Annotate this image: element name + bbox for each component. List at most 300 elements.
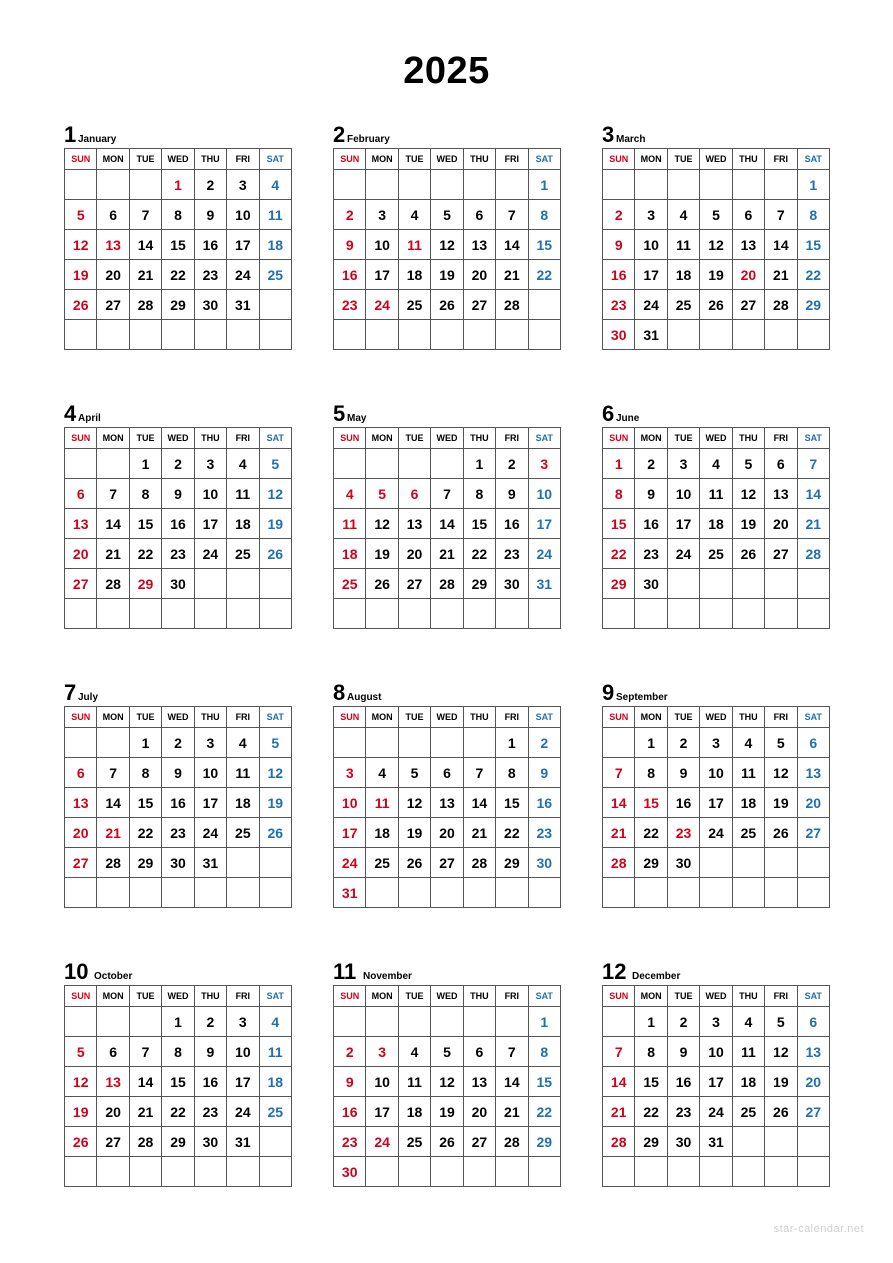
- day-cell: 18: [732, 1067, 764, 1097]
- week-row: [603, 200, 830, 230]
- day-cell: 11: [700, 479, 732, 509]
- empty-cell: [797, 1127, 829, 1157]
- day-cell: 4: [732, 1007, 764, 1037]
- day-cell: 3: [194, 728, 226, 758]
- empty-cell: [765, 599, 797, 629]
- day-cell: 18: [398, 1097, 430, 1127]
- empty-cell: [398, 599, 430, 629]
- site-credit: star-calendar.net: [773, 1223, 864, 1235]
- day-cell: 30: [162, 848, 194, 878]
- day-cell: 27: [765, 539, 797, 569]
- empty-cell: [431, 449, 463, 479]
- month-number: 12: [602, 959, 627, 984]
- day-cell: 16: [194, 230, 226, 260]
- day-cell: 27: [797, 818, 829, 848]
- weekday-tue: TUE: [667, 149, 699, 170]
- day-cell: 17: [635, 260, 667, 290]
- day-cell: 16: [162, 788, 194, 818]
- day-cell: 24: [635, 290, 667, 320]
- weekday-mon: MON: [97, 149, 129, 170]
- day-cell: 5: [765, 728, 797, 758]
- day-cell: 22: [528, 1097, 560, 1127]
- day-cell: 20: [463, 1097, 495, 1127]
- day-cell: 22: [129, 818, 161, 848]
- day-cell: 18: [732, 788, 764, 818]
- month-march: [602, 124, 830, 350]
- day-cell: 26: [431, 290, 463, 320]
- day-cell: 20: [797, 788, 829, 818]
- empty-cell: [603, 170, 635, 200]
- weekday-wed: WED: [431, 707, 463, 728]
- month-name: September: [616, 692, 668, 703]
- weekday-tue: TUE: [667, 428, 699, 449]
- day-cell: 14: [496, 1067, 528, 1097]
- empty-cell: [463, 1157, 495, 1187]
- day-cell: 31: [528, 569, 560, 599]
- day-cell: 7: [463, 758, 495, 788]
- day-cell: 7: [765, 200, 797, 230]
- day-cell: 16: [194, 1067, 226, 1097]
- day-cell: 2: [334, 1037, 366, 1067]
- day-cell: 6: [797, 1007, 829, 1037]
- weekday-thu: THU: [194, 428, 226, 449]
- empty-cell: [129, 320, 161, 350]
- day-cell: 13: [431, 788, 463, 818]
- week-row: [334, 788, 561, 818]
- day-cell: 17: [366, 260, 398, 290]
- weekday-thu: THU: [732, 428, 764, 449]
- week-row: [65, 599, 292, 629]
- day-cell: 26: [65, 1127, 97, 1157]
- week-row: [603, 758, 830, 788]
- month-name: May: [347, 413, 367, 424]
- day-cell: 26: [259, 539, 291, 569]
- day-cell: 31: [334, 878, 366, 908]
- empty-cell: [603, 878, 635, 908]
- empty-cell: [129, 878, 161, 908]
- weekday-mon: MON: [97, 707, 129, 728]
- month-number: 1: [64, 122, 77, 147]
- day-cell: 28: [431, 569, 463, 599]
- weekday-tue: TUE: [398, 428, 430, 449]
- day-cell: 11: [259, 200, 291, 230]
- day-cell: 3: [227, 170, 259, 200]
- week-row: [65, 320, 292, 350]
- weekday-thu: THU: [732, 149, 764, 170]
- month-name: April: [78, 413, 101, 424]
- weekday-fri: FRI: [227, 428, 259, 449]
- day-cell: 30: [496, 569, 528, 599]
- empty-cell: [129, 1007, 161, 1037]
- empty-cell: [334, 170, 366, 200]
- day-cell: 14: [431, 509, 463, 539]
- day-cell: 13: [65, 509, 97, 539]
- day-cell: 21: [496, 260, 528, 290]
- empty-cell: [227, 848, 259, 878]
- weekday-header-row: [603, 428, 830, 449]
- day-cell: 27: [732, 290, 764, 320]
- day-cell: 9: [194, 1037, 226, 1067]
- day-cell: 30: [334, 1157, 366, 1187]
- day-cell: 21: [129, 260, 161, 290]
- day-cell: 2: [194, 1007, 226, 1037]
- month-grid: [64, 427, 292, 629]
- day-cell: 17: [700, 1067, 732, 1097]
- empty-cell: [732, 1157, 764, 1187]
- month-header: [602, 124, 830, 148]
- day-cell: 6: [97, 1037, 129, 1067]
- month-grid: [333, 427, 561, 629]
- empty-cell: [65, 728, 97, 758]
- day-cell: 5: [765, 1007, 797, 1037]
- day-cell: 6: [463, 200, 495, 230]
- empty-cell: [97, 320, 129, 350]
- day-cell: 23: [162, 539, 194, 569]
- week-row: [334, 230, 561, 260]
- month-header: [333, 124, 561, 148]
- day-cell: 16: [162, 509, 194, 539]
- month-december: [602, 961, 830, 1187]
- day-cell: 23: [635, 539, 667, 569]
- day-cell: 22: [463, 539, 495, 569]
- day-cell: 29: [129, 848, 161, 878]
- day-cell: 26: [366, 569, 398, 599]
- month-number: 4: [64, 401, 77, 426]
- day-cell: 30: [528, 848, 560, 878]
- weekday-wed: WED: [700, 986, 732, 1007]
- day-cell: 12: [765, 1037, 797, 1067]
- day-cell: 30: [194, 1127, 226, 1157]
- day-cell: 17: [528, 509, 560, 539]
- month-january: [64, 124, 292, 350]
- day-cell: 10: [227, 200, 259, 230]
- day-cell: 6: [765, 449, 797, 479]
- empty-cell: [65, 170, 97, 200]
- week-row: [65, 569, 292, 599]
- day-cell: 7: [129, 1037, 161, 1067]
- month-name: June: [616, 413, 640, 424]
- day-cell: 23: [334, 1127, 366, 1157]
- empty-cell: [259, 848, 291, 878]
- empty-cell: [97, 170, 129, 200]
- empty-cell: [194, 320, 226, 350]
- day-cell: 25: [227, 539, 259, 569]
- day-cell: 27: [398, 569, 430, 599]
- day-cell: 12: [259, 479, 291, 509]
- day-cell: 2: [162, 728, 194, 758]
- day-cell: 3: [528, 449, 560, 479]
- weekday-fri: FRI: [227, 149, 259, 170]
- day-cell: 9: [635, 479, 667, 509]
- empty-cell: [667, 170, 699, 200]
- empty-cell: [700, 1157, 732, 1187]
- empty-cell: [463, 599, 495, 629]
- weekday-thu: THU: [463, 149, 495, 170]
- month-november: [333, 961, 561, 1187]
- day-cell: 22: [129, 539, 161, 569]
- day-cell: 16: [635, 509, 667, 539]
- day-cell: 14: [603, 788, 635, 818]
- weekday-mon: MON: [366, 707, 398, 728]
- day-cell: 18: [366, 818, 398, 848]
- day-cell: 25: [667, 290, 699, 320]
- day-cell: 25: [259, 260, 291, 290]
- empty-cell: [259, 290, 291, 320]
- weekday-tue: TUE: [129, 707, 161, 728]
- month-june: [602, 403, 830, 629]
- empty-cell: [334, 449, 366, 479]
- week-row: [603, 569, 830, 599]
- day-cell: 2: [194, 170, 226, 200]
- empty-cell: [603, 1157, 635, 1187]
- month-grid: [602, 148, 830, 350]
- month-october: [64, 961, 292, 1187]
- weekday-mon: MON: [635, 149, 667, 170]
- day-cell: 17: [227, 230, 259, 260]
- day-cell: 2: [496, 449, 528, 479]
- day-cell: 20: [97, 1097, 129, 1127]
- day-cell: 21: [496, 1097, 528, 1127]
- day-cell: 10: [528, 479, 560, 509]
- empty-cell: [194, 599, 226, 629]
- day-cell: 30: [162, 569, 194, 599]
- month-header: [64, 961, 292, 985]
- weekday-sat: SAT: [797, 428, 829, 449]
- empty-cell: [366, 449, 398, 479]
- weekday-mon: MON: [97, 428, 129, 449]
- day-cell: 30: [667, 848, 699, 878]
- day-cell: 26: [700, 290, 732, 320]
- day-cell: 18: [227, 788, 259, 818]
- day-cell: 25: [398, 1127, 430, 1157]
- day-cell: 9: [334, 230, 366, 260]
- day-cell: 5: [366, 479, 398, 509]
- day-cell: 8: [528, 200, 560, 230]
- weekday-thu: THU: [732, 707, 764, 728]
- month-august: [333, 682, 561, 908]
- day-cell: 17: [700, 788, 732, 818]
- day-cell: 13: [463, 1067, 495, 1097]
- day-cell: 20: [97, 260, 129, 290]
- day-cell: 14: [765, 230, 797, 260]
- day-cell: 10: [194, 758, 226, 788]
- day-cell: 29: [463, 569, 495, 599]
- empty-cell: [496, 878, 528, 908]
- weekday-thu: THU: [463, 428, 495, 449]
- month-grid: [64, 148, 292, 350]
- week-row: [334, 758, 561, 788]
- day-cell: 29: [603, 569, 635, 599]
- day-cell: 22: [162, 260, 194, 290]
- weekday-tue: TUE: [667, 986, 699, 1007]
- day-cell: 13: [797, 1037, 829, 1067]
- empty-cell: [528, 290, 560, 320]
- day-cell: 12: [65, 1067, 97, 1097]
- day-cell: 11: [732, 1037, 764, 1067]
- week-row: [334, 728, 561, 758]
- day-cell: 24: [528, 539, 560, 569]
- day-cell: 30: [194, 290, 226, 320]
- day-cell: 6: [797, 728, 829, 758]
- week-row: [603, 449, 830, 479]
- day-cell: 10: [667, 479, 699, 509]
- empty-cell: [463, 728, 495, 758]
- day-cell: 25: [732, 1097, 764, 1127]
- empty-cell: [259, 599, 291, 629]
- day-cell: 3: [334, 758, 366, 788]
- day-cell: 16: [496, 509, 528, 539]
- day-cell: 1: [635, 728, 667, 758]
- day-cell: 17: [667, 509, 699, 539]
- empty-cell: [259, 878, 291, 908]
- day-cell: 9: [162, 758, 194, 788]
- day-cell: 28: [496, 290, 528, 320]
- empty-cell: [129, 1157, 161, 1187]
- day-cell: 14: [97, 788, 129, 818]
- empty-cell: [259, 1157, 291, 1187]
- day-cell: 29: [129, 569, 161, 599]
- week-row: [334, 599, 561, 629]
- day-cell: 17: [194, 509, 226, 539]
- weekday-sat: SAT: [528, 149, 560, 170]
- month-header: [64, 682, 292, 706]
- day-cell: 20: [65, 818, 97, 848]
- week-row: [603, 1037, 830, 1067]
- weekday-fri: FRI: [496, 707, 528, 728]
- day-cell: 9: [496, 479, 528, 509]
- weekday-sun: SUN: [603, 986, 635, 1007]
- week-row: [603, 878, 830, 908]
- day-cell: 24: [366, 290, 398, 320]
- day-cell: 12: [259, 758, 291, 788]
- empty-cell: [700, 599, 732, 629]
- day-cell: 10: [635, 230, 667, 260]
- weekday-thu: THU: [463, 986, 495, 1007]
- week-row: [334, 569, 561, 599]
- week-row: [334, 848, 561, 878]
- empty-cell: [334, 1007, 366, 1037]
- day-cell: 15: [496, 788, 528, 818]
- day-cell: 3: [194, 449, 226, 479]
- day-cell: 4: [227, 728, 259, 758]
- weekday-sat: SAT: [797, 149, 829, 170]
- day-cell: 5: [65, 200, 97, 230]
- weekday-sat: SAT: [259, 428, 291, 449]
- weekday-sun: SUN: [334, 149, 366, 170]
- day-cell: 15: [603, 509, 635, 539]
- week-row: [334, 1007, 561, 1037]
- day-cell: 21: [603, 818, 635, 848]
- empty-cell: [97, 728, 129, 758]
- day-cell: 26: [765, 1097, 797, 1127]
- day-cell: 3: [700, 728, 732, 758]
- empty-cell: [797, 848, 829, 878]
- weekday-sun: SUN: [603, 149, 635, 170]
- empty-cell: [431, 878, 463, 908]
- day-cell: 3: [667, 449, 699, 479]
- weekday-fri: FRI: [765, 986, 797, 1007]
- day-cell: 23: [334, 290, 366, 320]
- day-cell: 4: [398, 1037, 430, 1067]
- empty-cell: [227, 569, 259, 599]
- weekday-fri: FRI: [765, 707, 797, 728]
- day-cell: 20: [765, 509, 797, 539]
- day-cell: 31: [635, 320, 667, 350]
- day-cell: 23: [603, 290, 635, 320]
- week-row: [603, 1067, 830, 1097]
- month-april: [64, 403, 292, 629]
- empty-cell: [97, 878, 129, 908]
- day-cell: 28: [765, 290, 797, 320]
- day-cell: 10: [366, 230, 398, 260]
- weekday-header-row: [65, 428, 292, 449]
- weekday-sat: SAT: [528, 986, 560, 1007]
- empty-cell: [398, 320, 430, 350]
- week-row: [65, 1037, 292, 1067]
- weekday-wed: WED: [700, 707, 732, 728]
- day-cell: 1: [528, 170, 560, 200]
- day-cell: 14: [603, 1067, 635, 1097]
- day-cell: 15: [129, 509, 161, 539]
- day-cell: 25: [259, 1097, 291, 1127]
- week-row: [65, 1007, 292, 1037]
- week-row: [65, 539, 292, 569]
- day-cell: 24: [700, 818, 732, 848]
- weekday-wed: WED: [700, 149, 732, 170]
- day-cell: 11: [398, 230, 430, 260]
- month-number: 9: [602, 680, 615, 705]
- month-number: 7: [64, 680, 77, 705]
- day-cell: 9: [603, 230, 635, 260]
- day-cell: 19: [765, 788, 797, 818]
- day-cell: 28: [603, 1127, 635, 1157]
- weekday-sun: SUN: [65, 149, 97, 170]
- weekday-sun: SUN: [65, 986, 97, 1007]
- day-cell: 5: [431, 200, 463, 230]
- day-cell: 4: [227, 449, 259, 479]
- day-cell: 10: [194, 479, 226, 509]
- day-cell: 30: [603, 320, 635, 350]
- day-cell: 13: [732, 230, 764, 260]
- day-cell: 31: [700, 1127, 732, 1157]
- weekday-sat: SAT: [259, 986, 291, 1007]
- day-cell: 2: [334, 200, 366, 230]
- day-cell: 8: [463, 479, 495, 509]
- day-cell: 22: [635, 1097, 667, 1127]
- day-cell: 31: [227, 290, 259, 320]
- day-cell: 7: [603, 758, 635, 788]
- day-cell: 25: [334, 569, 366, 599]
- weekday-header-row: [334, 707, 561, 728]
- empty-cell: [765, 848, 797, 878]
- day-cell: 20: [398, 539, 430, 569]
- week-row: [603, 479, 830, 509]
- empty-cell: [496, 170, 528, 200]
- weekday-mon: MON: [97, 986, 129, 1007]
- week-row: [65, 230, 292, 260]
- weekday-sun: SUN: [334, 986, 366, 1007]
- day-cell: 23: [194, 260, 226, 290]
- weekday-sun: SUN: [65, 428, 97, 449]
- empty-cell: [635, 599, 667, 629]
- weekday-wed: WED: [162, 149, 194, 170]
- day-cell: 24: [700, 1097, 732, 1127]
- day-cell: 12: [431, 230, 463, 260]
- day-cell: 7: [797, 449, 829, 479]
- day-cell: 2: [635, 449, 667, 479]
- day-cell: 9: [667, 1037, 699, 1067]
- week-row: [334, 290, 561, 320]
